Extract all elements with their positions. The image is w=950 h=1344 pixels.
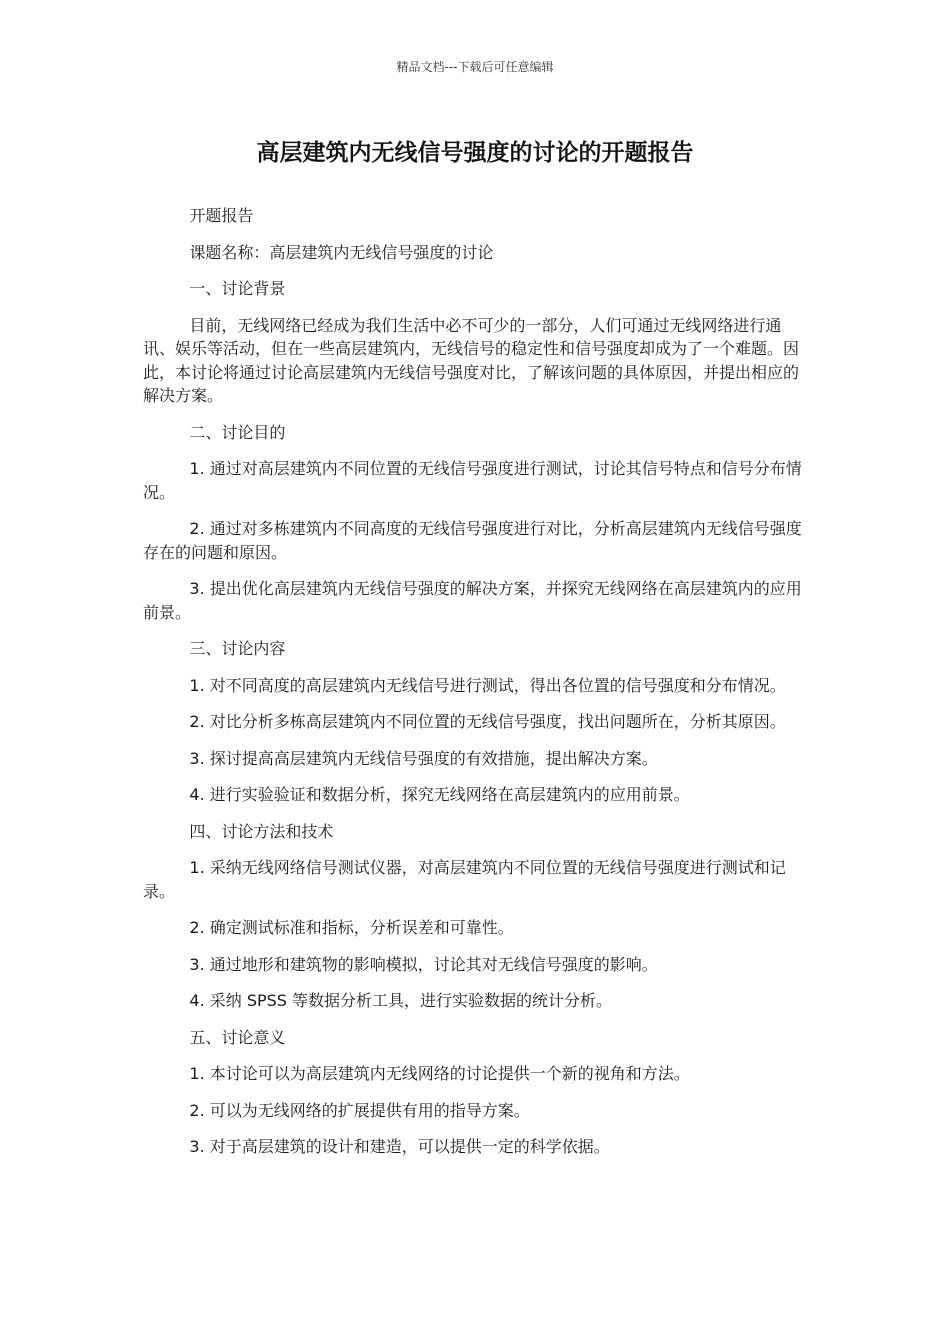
method-item: 1. 采纳无线网络信号测试仪器，对高层建筑内不同位置的无线信号强度进行测试和记录。 xyxy=(143,858,786,901)
document-title: 高层建筑内无线信号强度的讨论的开题报告 xyxy=(256,140,694,166)
section-heading-significance: 五、讨论意义 xyxy=(189,1027,286,1047)
significance-item: 2. 可以为无线网络的扩展提供有用的指导方案。 xyxy=(189,1100,530,1120)
significance-item: 3. 对于高层建筑的设计和建造，可以提供一定的科学依据。 xyxy=(189,1137,610,1156)
section-heading-content: 三、讨论内容 xyxy=(189,639,286,658)
purpose-item: 2. 通过对多栋建筑内不同高度的无线信号强度进行对比，分析高层建筑内无线信号强度存在的问题和原因。 xyxy=(143,519,802,562)
purpose-item: 3. 提出优化高层建筑内无线信号强度的解决方案，并探究无线网络在高层建筑内的应用前景。 xyxy=(143,579,802,622)
content-item: 3. 探讨提高高层建筑内无线信号强度的有效措施，提出解决方案。 xyxy=(189,748,658,768)
significance-item: 1. 本讨论可以为高层建筑内无线网络的讨论提供一个新的视角和方法。 xyxy=(189,1064,690,1083)
paragraph-report-label: 开题报告 xyxy=(189,206,254,225)
content-item: 1. 对不同高度的高层建筑内无线信号进行测试，得出各位置的信号强度和分布情况。 xyxy=(189,675,786,695)
content-item: 4. 进行实验验证和数据分析，探究无线网络在高层建筑内的应用前景。 xyxy=(189,785,690,804)
document-body xyxy=(143,204,805,1172)
method-item: 2. 确定测试标准和指标，分析误差和可靠性。 xyxy=(189,918,514,937)
paragraph-background: 目前，无线网络已经成为我们生活中必不可少的一部分，人们可通过无线网络进行通讯、娱乐等活动，但在一些高层建筑内，无线信号的稳定性和信号强度却成为了一个难题。因此，本讨论将通过讨论高层建筑内无线信号强度对比，了解该问题的具体原因，并提出相应的解决方案。 xyxy=(143,315,800,405)
purpose-item: 1. 通过对高层建筑内不同位置的无线信号强度进行测试，讨论其信号特点和信号分布情况。 xyxy=(143,459,802,502)
section-heading-methods: 四、讨论方法和技术 xyxy=(189,821,334,841)
section-heading-background: 一、讨论背景 xyxy=(189,279,286,298)
section-heading-purpose: 二、讨论目的 xyxy=(189,422,286,442)
content-item: 2. 对比分析多栋高层建筑内不同位置的无线信号强度，找出问题所在，分析其原因。 xyxy=(189,712,786,731)
page-header-note: 精品文档---下载后可任意编辑 xyxy=(396,60,554,74)
method-item: 4. 采纳 SPSS 等数据分析工具，进行实验数据的统计分析。 xyxy=(189,991,613,1010)
paragraph-topic-name: 课题名称：高层建筑内无线信号强度的讨论 xyxy=(189,242,494,262)
method-item: 3. 通过地形和建筑物的影响模拟，讨论其对无线信号强度的影响。 xyxy=(189,954,658,974)
